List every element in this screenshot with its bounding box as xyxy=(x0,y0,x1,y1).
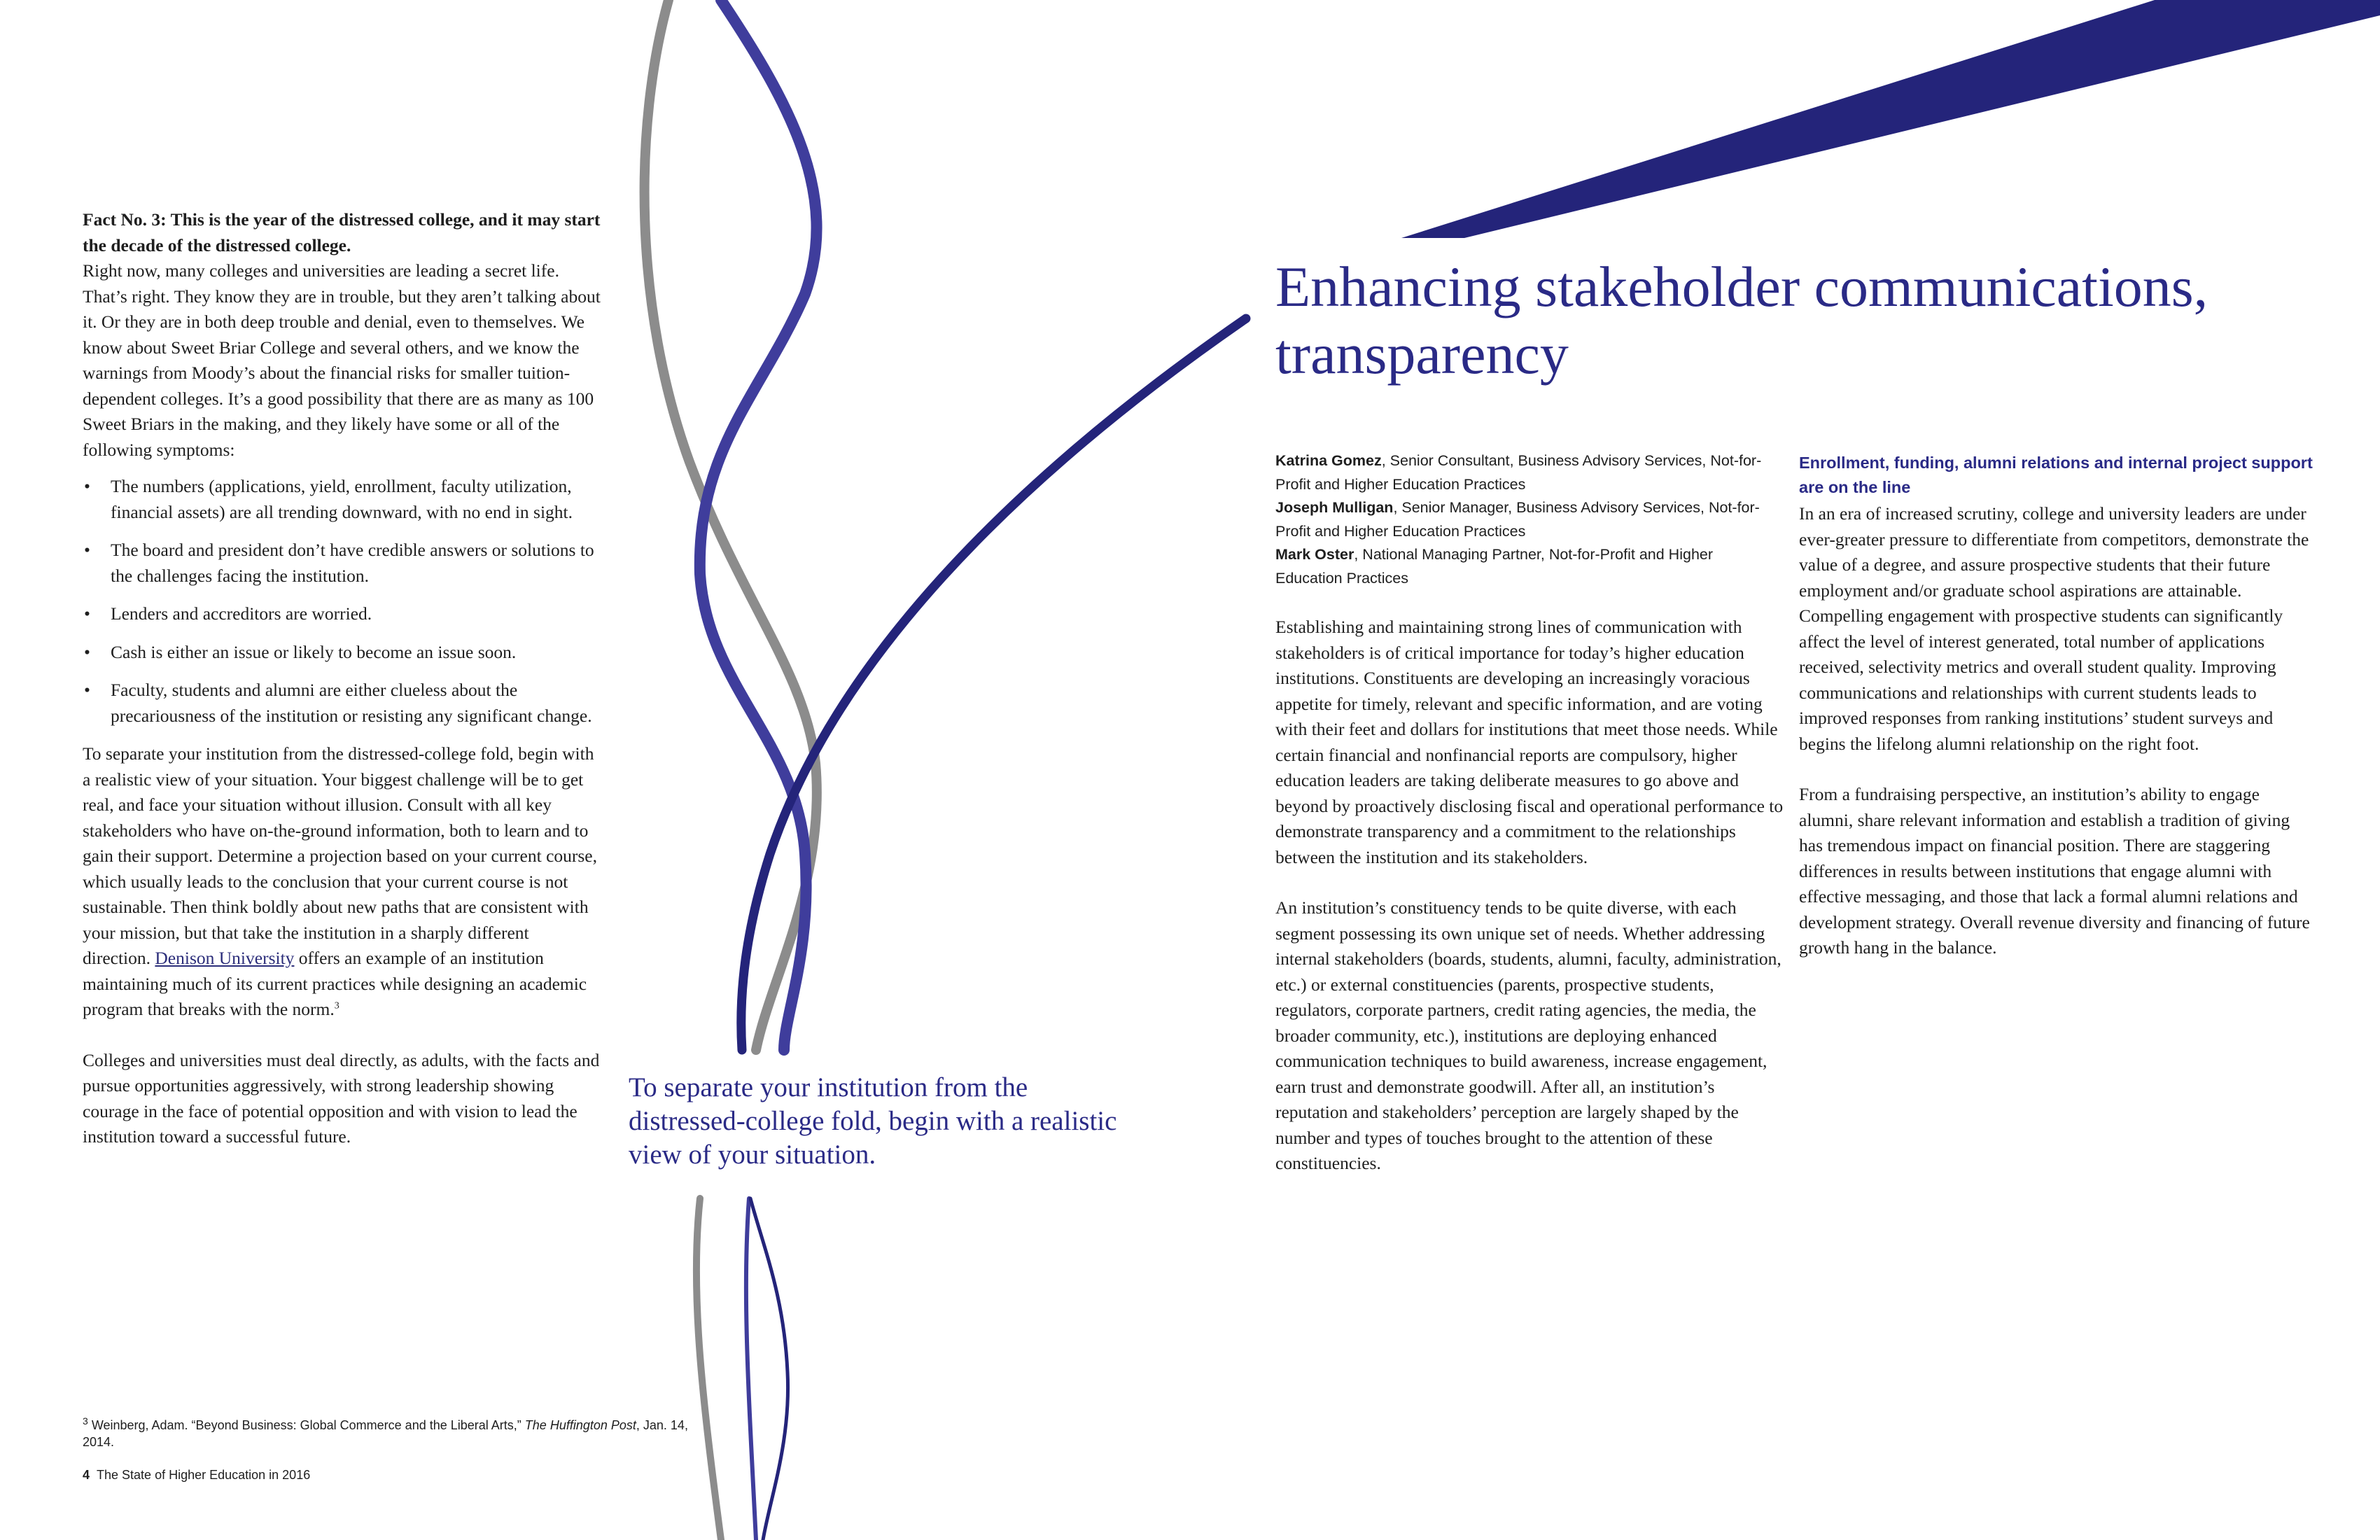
title-line-1: Enhancing stakeholder communications, xyxy=(1275,255,2208,318)
bullet-icon: • xyxy=(84,540,90,560)
author-role: , National Managing Partner, Not-for-Profit and Higher Education Practices xyxy=(1275,546,1714,587)
footnote-date: , Jan. 14, 2014. xyxy=(83,1418,688,1449)
separate-institution-paragraph xyxy=(83,741,601,1023)
list-item xyxy=(83,601,601,627)
section-body xyxy=(1799,501,2317,961)
article-body xyxy=(1275,615,1786,1177)
paragraph-text-continued: offers an example of an institution maintaining much of its current practices while designing an academic program that breaks with the norm. xyxy=(83,948,587,1019)
author-name: Joseph Mulligan xyxy=(1275,499,1394,516)
denison-university-link[interactable]: Denison University xyxy=(155,948,295,968)
intro-paragraph: Right now, many colleges and universities are leading a secret life. That’s right. They know they are in trouble, but they aren’t talking about it. Or they are in both deep trouble and denial, even to themselves. We know about Sweet Briar College and several others, and we know the warnings from Moody’s about the financial risks for smaller tuition-dependent colleges. It’s a good possibility that there are as many as 100 Sweet Briars in the making, and they likely have some or all of the following symptoms: xyxy=(83,260,601,460)
page-footer xyxy=(83,1466,310,1483)
list-item-text: The board and president don’t have credible answers or solutions to the challenges facing the institution. xyxy=(111,540,594,586)
body-paragraph: Establishing and maintaining strong lines of communication with stakeholders is of critical importance for today’s higher education institutions. Constituents are developing an increasingly voracious appetite for timely, relevant and specific information, and are voting with their feet and dollars for institutions that meet those needs. While certain financial and nonfinancial reports are compulsory, higher education leaders are taking deliberate measures to go above and beyond by proactively disclosing fiscal and operational performance to demonstrate transparency and a commitment to the relationships between the institution and its stakeholders. xyxy=(1275,617,1784,867)
list-item xyxy=(83,678,601,729)
list-item xyxy=(83,640,601,666)
list-item-text: Cash is either an issue or likely to become an issue soon. xyxy=(111,641,517,662)
list-item-text: The numbers (applications, yield, enrollment, faculty utilization, financial assets) are all trending downward, with no end in sight. xyxy=(111,476,573,522)
navy-swoosh xyxy=(741,318,1246,1050)
top-diagonal-stripe xyxy=(1401,0,2380,238)
paragraph-text: To separate your institution from the distressed-college fold, begin with a realistic view of your situation. Your biggest challenge will be to get real, and face your situation without illusion. Consult with all key stakeholders who have on-the-ground information, both to learn and to gain their support. Determine a projection based on your current course, which usually leads to the conclusion that your current course is not sustainable. Then think boldly about new paths that are consistent with your mission, but that take the institution in a sharply different direction. xyxy=(83,743,598,968)
body-paragraph: From a fundraising perspective, an institution’s ability to engage alumni, share relevant information and establish a tradition of giving has tremendous impact on financial position. There are staggering differences in results between institutions that engage alumni with effective messaging, and those that lack a formal alumni relations and development strategy. Overall revenue diversity and financing of future growth hang in the balance. xyxy=(1799,784,2310,958)
list-item-text: Lenders and accreditors are worried. xyxy=(111,603,372,624)
author-role: , Senior Consultant, Business Advisory Services, Not-for-Profit and Higher Education Practices xyxy=(1275,452,1762,493)
footnote xyxy=(83,1417,713,1450)
bullet-icon: • xyxy=(84,680,90,700)
section-heading: Enrollment, funding, alumni relations and internal project support are on the line xyxy=(1799,454,2313,496)
symptom-list xyxy=(83,474,601,729)
pull-quote: To separate your institution from the distressed-college fold, begin with a realistic view of your situation. xyxy=(629,1072,1117,1170)
left-column xyxy=(83,207,601,1150)
author-list xyxy=(1275,449,1779,590)
body-paragraph: In an era of increased scrutiny, college and university leaders are under ever-greater pressure to differentiate from competitors, demonstrate the value of a degree, and assure prospective students that their future employment and/or graduate school aspirations are attainable. Compelling engagement with prospective students can significantly affect the level of interest generated, total number of applications received, selectivity metrics and overall student quality. Improving communications and relationships with current students leads to improved responses from ranking institutions’ student surveys and begins the lifelong alumni relationship on the right foot. xyxy=(1799,503,2309,754)
navy-swoosh-lower xyxy=(750,1198,788,1540)
author-entry xyxy=(1275,449,1779,496)
footnote-marker: 3 xyxy=(83,1415,88,1427)
list-item-text: Faculty, students and alumni are either clueless about the precariousness of the institution or resisting any significant change. xyxy=(111,680,592,726)
fact-heading: Fact No. 3: This is the year of the distressed college, and it may start the decade of the distressed college. xyxy=(83,209,601,255)
page-number: 4 xyxy=(83,1468,90,1482)
violet-ribbon-lower xyxy=(746,1198,756,1540)
author-role: , Senior Manager, Business Advisory Services, Not-for-Profit and Higher Education Practices xyxy=(1275,499,1760,540)
title-line-2: transparency xyxy=(1275,322,1569,386)
footnote-publication: The Huffington Post xyxy=(524,1418,636,1432)
colleges-paragraph: Colleges and universities must deal directly, as adults, with the facts and pursue opportunities aggressively, with strong leadership showing courage in the face of potential opposition and with vision to lead the institution toward a successful future. xyxy=(83,1049,600,1147)
body-paragraph: An institution’s constituency tends to be quite diverse, with each segment possessing its own unique set of needs. Whether addressing internal stakeholders (boards, students, alumni, faculty, administration, etc.) or external constituencies (parents, prospective students, regulators, corporate partners, credit rating agencies, the media, the broader community, etc.), institutions are deploying enhanced communication techniques to build awareness, increase engagement, earn trust and demonstrate goodwill. After all, an institution’s reputation and stakeholders’ perception are largely shaped by the number and types of touches brought to the attention of these constituencies. xyxy=(1275,897,1782,1173)
list-item xyxy=(83,538,601,589)
publication-title: The State of Higher Education in 2016 xyxy=(97,1468,311,1482)
bullet-icon: • xyxy=(84,603,90,624)
bullet-icon: • xyxy=(84,476,90,496)
author-name: Katrina Gomez xyxy=(1275,452,1382,469)
article-title xyxy=(1275,253,2290,388)
author-entry xyxy=(1275,543,1779,590)
author-name: Mark Oster xyxy=(1275,546,1354,563)
gray-ribbon-lower xyxy=(696,1198,721,1540)
bullet-icon: • xyxy=(84,641,90,662)
list-item xyxy=(83,474,601,525)
author-entry xyxy=(1275,496,1779,543)
footnote-text: Weinberg, Adam. “Beyond Business: Global Commerce and the Liberal Arts,” xyxy=(91,1418,522,1432)
gray-ribbon xyxy=(645,0,817,1050)
footnote-ref: 3 xyxy=(334,1000,340,1011)
